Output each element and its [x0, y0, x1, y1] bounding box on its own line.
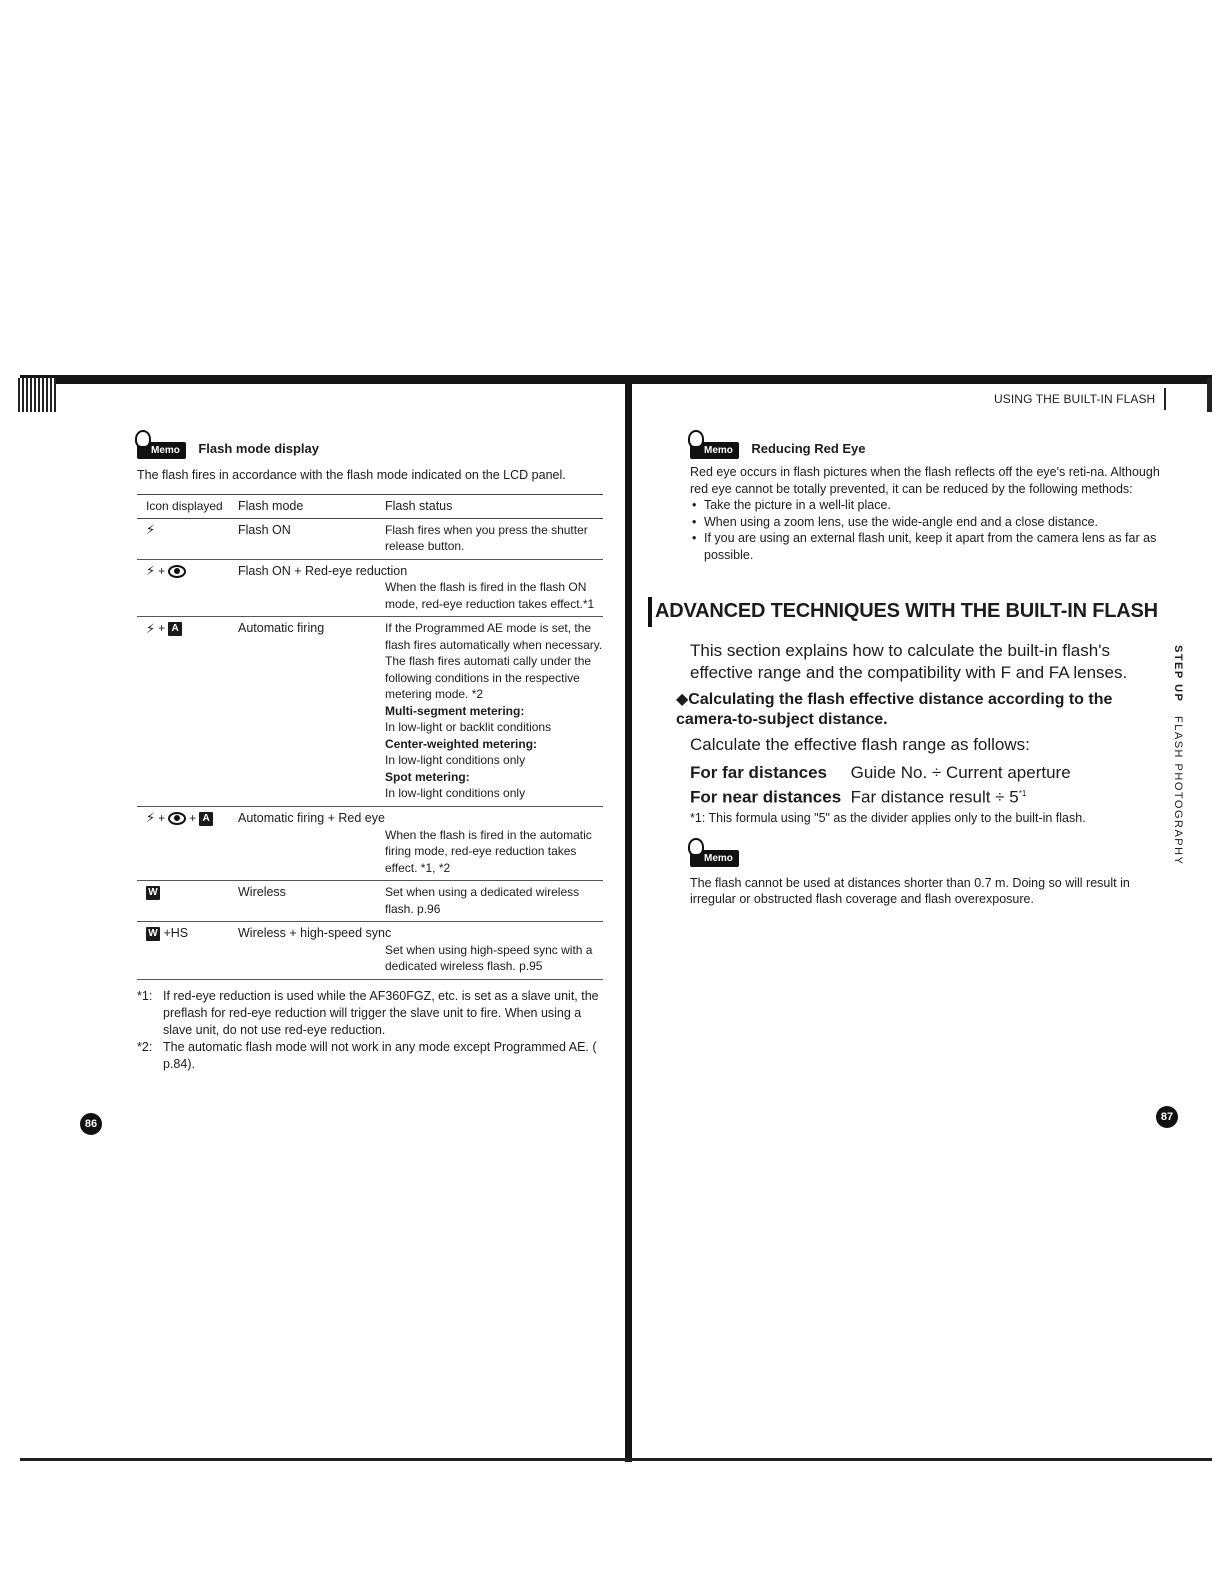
- table-row-continued: [137, 827, 603, 881]
- status-text: When the flash is fired in the automatic firing mode, red-eye reduction takes effect. *1, *2: [385, 827, 592, 875]
- mode-cell: Automatic firing: [238, 617, 385, 807]
- icon-cell: [137, 922, 238, 942]
- status-text: If the Programmed AE mode is set, the flash fires automatically when necessary. The flash fires automati cally under the following conditions in the respective metering mode. *2: [385, 621, 603, 702]
- side-tab-bold: STEP UP: [1172, 645, 1184, 703]
- memo-icon: Memo: [137, 442, 186, 459]
- table-header: [137, 495, 603, 519]
- list-item: • If you are using an external flash unit, keep it apart from the camera lens as far as possible.: [690, 530, 1160, 563]
- flash-icon: ⚡: [146, 562, 156, 578]
- table-row: [137, 559, 603, 579]
- status-cell: [385, 827, 603, 881]
- list-item: • Take the picture in a well-lit place.: [690, 497, 1160, 514]
- scan-artifact: [1207, 378, 1212, 412]
- status-text: Flash fires when you press the shutter release button.: [385, 522, 588, 553]
- metering-text: In low-light or backlit conditions: [385, 720, 552, 735]
- scan-artifact: [18, 378, 56, 412]
- tips-list: [690, 497, 1160, 563]
- far-formula: [690, 762, 1160, 783]
- icon-cell: [137, 518, 238, 559]
- table-row-continued: [137, 579, 603, 617]
- flash-icon: ⚡: [146, 620, 156, 636]
- footnote: [137, 988, 603, 1039]
- footnote-text: The automatic flash mode will not work in any mode except Programmed AE. ( p.84).: [163, 1039, 597, 1071]
- status-text: Set when using a dedicated wireless flash. p.96: [385, 885, 580, 916]
- memo-block: [690, 848, 1160, 907]
- near-formula: [690, 783, 1160, 808]
- status-cell: [385, 518, 603, 559]
- table-row: [137, 806, 603, 826]
- col-header-mode: Flash mode: [238, 495, 385, 519]
- memo-heading: [690, 440, 1160, 459]
- memo-title: Flash mode display: [198, 441, 320, 457]
- intro-text: The flash fires in accordance with the flash mode indicated on the LCD panel.: [137, 468, 566, 482]
- list-item: • When using a zoom lens, use the wide-angle end and a close distance.: [690, 514, 1160, 531]
- near-expression: Far distance result ÷ 5: [850, 787, 1019, 807]
- left-page: [137, 440, 603, 1073]
- footnote-mark: *2:: [137, 1039, 153, 1054]
- memo-text: The flash cannot be used at distances shorter than 0.7 m. Doing so will result in irregular or obstructed flash coverage and flash overexposure.: [690, 875, 1130, 906]
- status-cell: [385, 881, 603, 922]
- flash-mode-table: [137, 494, 603, 980]
- status-text: Set when using high-speed sync with a dedicated wireless flash. p.95: [385, 942, 593, 974]
- icon-cell: ⚡ + A: [137, 617, 238, 807]
- page-gutter: [625, 375, 632, 1462]
- section-lead: This section explains how to calculate the built-in flash's effective range and the compatibility with F and FA lenses.: [690, 641, 1128, 682]
- footnotes: [137, 988, 603, 1073]
- memo-text: Red eye occurs in flash pictures when the flash reflects off the eye's reti-na. Although red eye cannot be totally prevented, it can be reduced by the following methods:: [690, 465, 1160, 496]
- page-number-left: 86: [80, 1113, 102, 1135]
- near-label: For near distances: [690, 787, 842, 807]
- icon-cell: ⚡ + + A: [137, 806, 238, 826]
- page-number-right: 87: [1156, 1106, 1178, 1128]
- table-row: [137, 617, 603, 807]
- flash-icon: ⚡: [146, 521, 156, 537]
- red-eye-icon: [168, 812, 186, 825]
- status-cell: [385, 617, 603, 807]
- section-body: [676, 640, 1160, 907]
- col-header-status: Flash status: [385, 495, 603, 519]
- table-row: [137, 518, 603, 559]
- far-expression: Guide No. ÷ Current aperture: [850, 763, 1071, 782]
- table-row-continued: [137, 942, 603, 980]
- metering-text: In low-light conditions only: [385, 786, 526, 801]
- mode-cell: Flash ON + Red-eye reduction: [238, 563, 408, 578]
- near-footnote-mark: *1: [1018, 789, 1027, 798]
- footnote: [137, 1039, 603, 1073]
- wireless-icon: W: [146, 927, 160, 941]
- auto-icon: A: [199, 812, 213, 826]
- icon-cell: [137, 881, 238, 922]
- subsection-title: ◆Calculating the flash effective distance according to the camera-to-subject distance.: [676, 691, 1113, 728]
- mode-cell: Automatic firing + Red eye: [238, 810, 385, 825]
- metering-text: In low-light conditions only: [385, 753, 526, 768]
- table-row: [137, 922, 603, 942]
- mode-cell: Flash ON: [238, 518, 385, 559]
- right-page-memo: [690, 440, 1160, 563]
- memo-title: Reducing Red Eye: [751, 441, 866, 457]
- metering-title: Multi-segment metering:: [385, 703, 525, 718]
- metering-title: Center-weighted metering:: [385, 736, 538, 751]
- auto-icon: A: [168, 622, 182, 636]
- footnote-mark: *1:: [137, 988, 153, 1003]
- metering-title: Spot metering:: [385, 769, 470, 784]
- status-cell: [385, 579, 603, 617]
- table-row: [137, 881, 603, 922]
- mode-cell: Wireless: [238, 881, 385, 922]
- section-title: ADVANCED TECHNIQUES WITH THE BUILT-IN FLASH: [655, 600, 1158, 622]
- status-text: When the flash is fired in the flash ON mode, red-eye reduction takes effect.*1: [385, 580, 595, 611]
- far-label: For far distances: [690, 763, 827, 782]
- wireless-icon: W: [146, 886, 160, 900]
- header-rule: [1164, 388, 1166, 410]
- mode-cell: Wireless + high-speed sync: [238, 926, 392, 941]
- memo-icon: Memo: [690, 850, 739, 867]
- calc-intro: Calculate the effective flash range as follows:: [690, 735, 1030, 754]
- bottom-rule: [20, 1458, 1212, 1461]
- side-tab-text: FLASH PHOTOGRAPHY: [1172, 716, 1184, 866]
- status-cell: [385, 942, 603, 980]
- icon-cell: ⚡ +: [137, 559, 238, 579]
- running-header: USING THE BUILT-IN FLASH: [994, 392, 1156, 406]
- hs-label: +HS: [163, 926, 189, 941]
- red-eye-icon: [168, 565, 186, 578]
- formula-note: *1: This formula using "5" as the divider applies only to the built-in flash.: [690, 810, 1086, 825]
- memo-icon: Memo: [690, 442, 739, 459]
- col-header-icon: Icon displayed: [137, 495, 238, 519]
- memo-heading: [137, 440, 603, 459]
- side-tab: [1172, 645, 1184, 865]
- flash-icon: ⚡: [146, 810, 156, 826]
- footnote-text: If red-eye reduction is used while the AF360FGZ, etc. is set as a slave unit, the preflash for red-eye reduction will trigger the slave unit to fire. When using a slave unit, do not use red-eye reduction.: [163, 988, 599, 1037]
- top-rule: [20, 375, 1212, 384]
